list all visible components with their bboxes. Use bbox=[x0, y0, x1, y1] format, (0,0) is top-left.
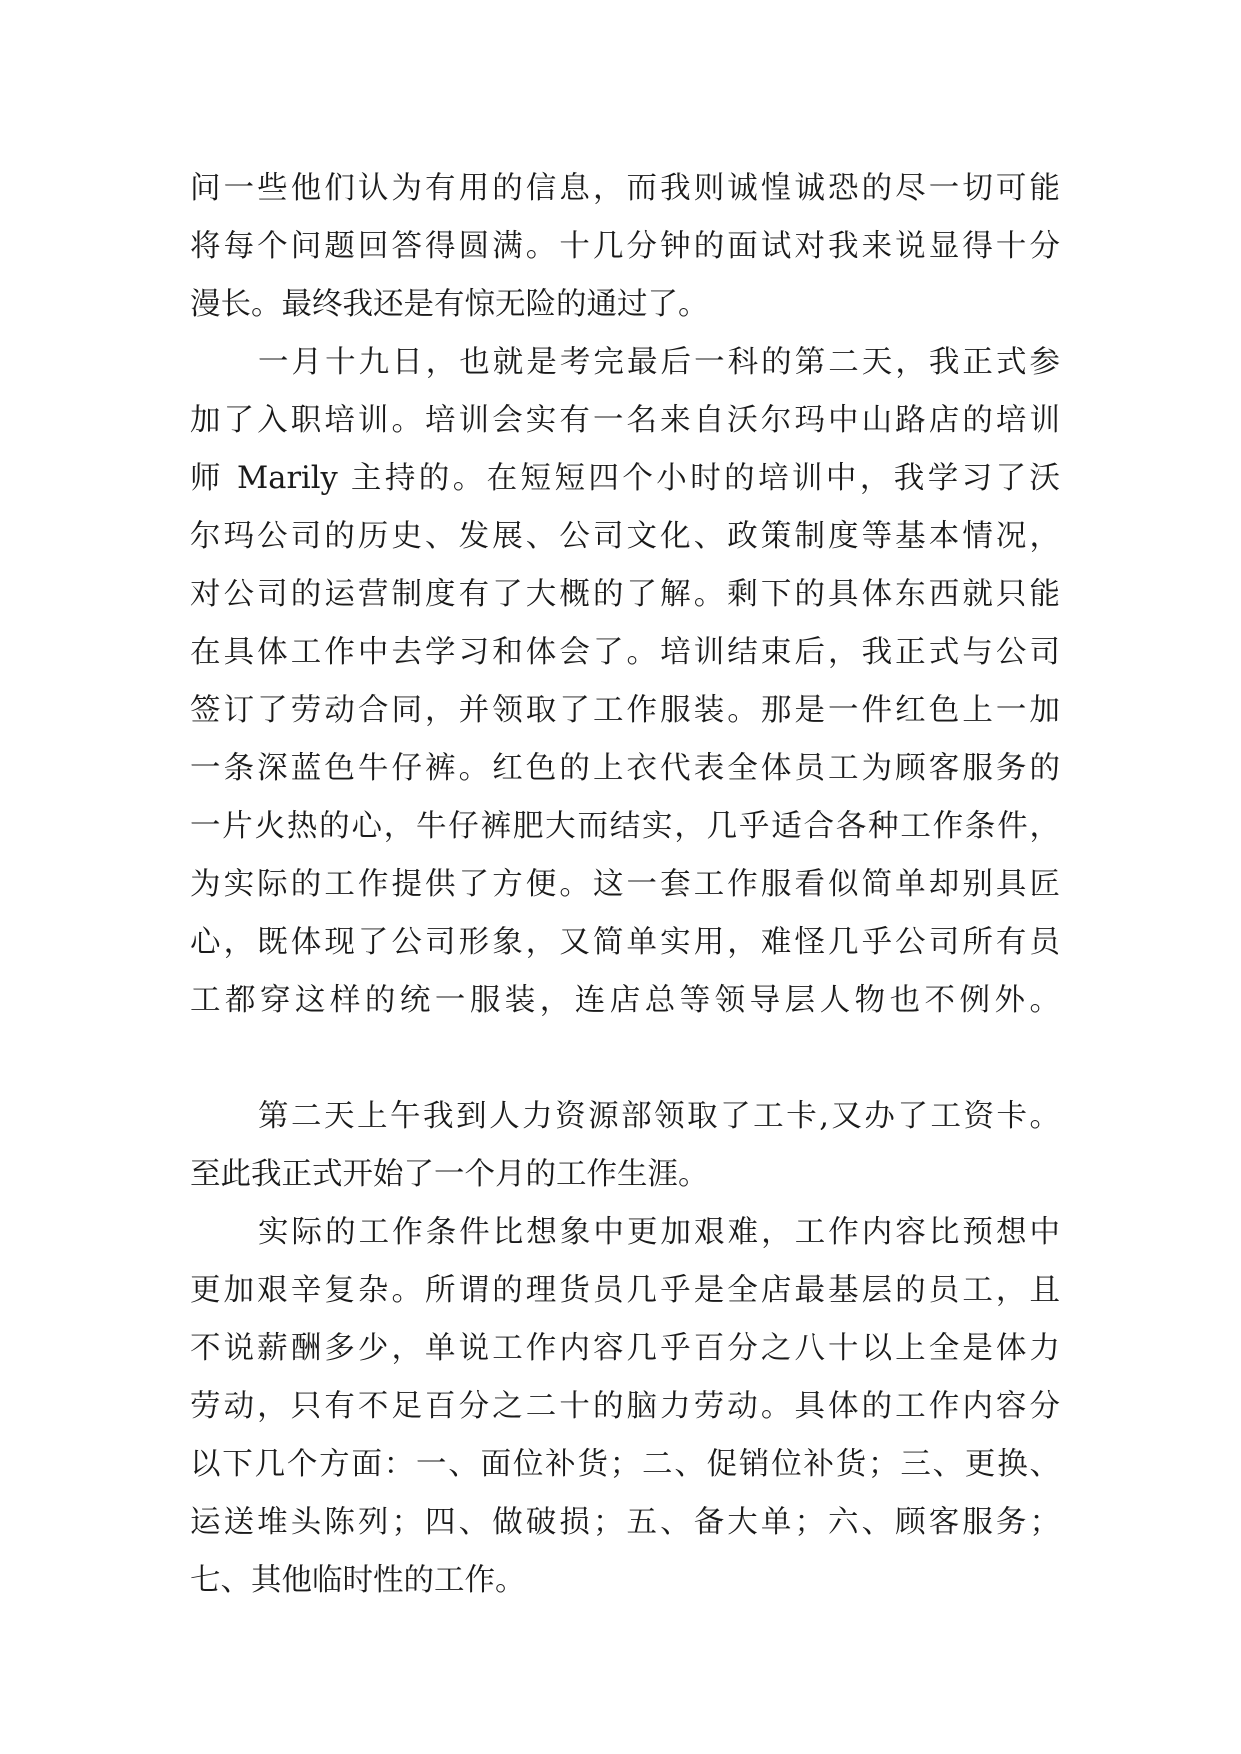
text-line: 更加艰辛复杂。所谓的理货员几乎是全店最基层的员工，且 bbox=[190, 1273, 1060, 1308]
text-line: 对公司的运营制度有了大概的了解。剩下的具体东西就只能 bbox=[190, 577, 1060, 612]
text-line bbox=[190, 1030, 1060, 1088]
text-line: 工都穿这样的统一服装，连店总等领导层人物也不例外。 bbox=[190, 983, 1060, 1018]
paragraph-1 bbox=[190, 160, 1060, 334]
paragraph-4 bbox=[190, 1204, 1060, 1610]
text-line: 一条深蓝色牛仔裤。红色的上衣代表全体员工为顾客服务的 bbox=[190, 751, 1060, 786]
text-line: 一片火热的心，牛仔裤肥大而结实，几乎适合各种工作条件， bbox=[190, 809, 1060, 844]
text-line: 劳动，只有不足百分之二十的脑力劳动。具体的工作内容分 bbox=[190, 1389, 1060, 1424]
text-line: 不说薪酬多少，单说工作内容几乎百分之八十以上全是体力 bbox=[190, 1331, 1060, 1366]
text-line: 加了入职培训。培训会实有一名来自沃尔玛中山路店的培训 bbox=[190, 403, 1060, 438]
text-line: 漫长。最终我还是有惊无险的通过了。 bbox=[190, 287, 709, 322]
text-line: 在具体工作中去学习和体会了。培训结束后，我正式与公司 bbox=[190, 635, 1060, 670]
paragraph-3 bbox=[190, 1088, 1060, 1204]
text-line: 以下几个方面：一、面位补货；二、促销位补货；三、更换、 bbox=[190, 1447, 1060, 1482]
body-text bbox=[190, 160, 1060, 1610]
text-line: 心，既体现了公司形象，又简单实用，难怪几乎公司所有员 bbox=[190, 925, 1060, 960]
text-line: 第二天上午我到人力资源部领取了工卡,又办了工资卡。 bbox=[258, 1099, 1060, 1134]
text-line: 实际的工作条件比想象中更加艰难，工作内容比预想中 bbox=[258, 1215, 1060, 1250]
text-line: 一月十九日，也就是考完最后一科的第二天，我正式参 bbox=[258, 345, 1060, 380]
text-line: 为实际的工作提供了方便。这一套工作服看似简单却别具匠 bbox=[190, 867, 1060, 902]
text-line: 七、其他临时性的工作。 bbox=[190, 1563, 526, 1598]
text-line: 尔玛公司的历史、发展、公司文化、政策制度等基本情况， bbox=[190, 519, 1060, 554]
paragraph-2 bbox=[190, 334, 1060, 1088]
text-line: 师 Marily 主持的。在短短四个小时的培训中，我学习了沃 bbox=[190, 461, 1060, 496]
text-line: 运送堆头陈列；四、做破损；五、备大单；六、顾客服务； bbox=[190, 1505, 1060, 1540]
text-line: 签订了劳动合同，并领取了工作服装。那是一件红色上一加 bbox=[190, 693, 1060, 728]
text-line: 至此我正式开始了一个月的工作生涯。 bbox=[190, 1157, 709, 1192]
text-line: 问一些他们认为有用的信息，而我则诚惶诚恐的尽一切可能 bbox=[190, 171, 1060, 206]
text-line: 将每个问题回答得圆满。十几分钟的面试对我来说显得十分 bbox=[190, 229, 1060, 264]
